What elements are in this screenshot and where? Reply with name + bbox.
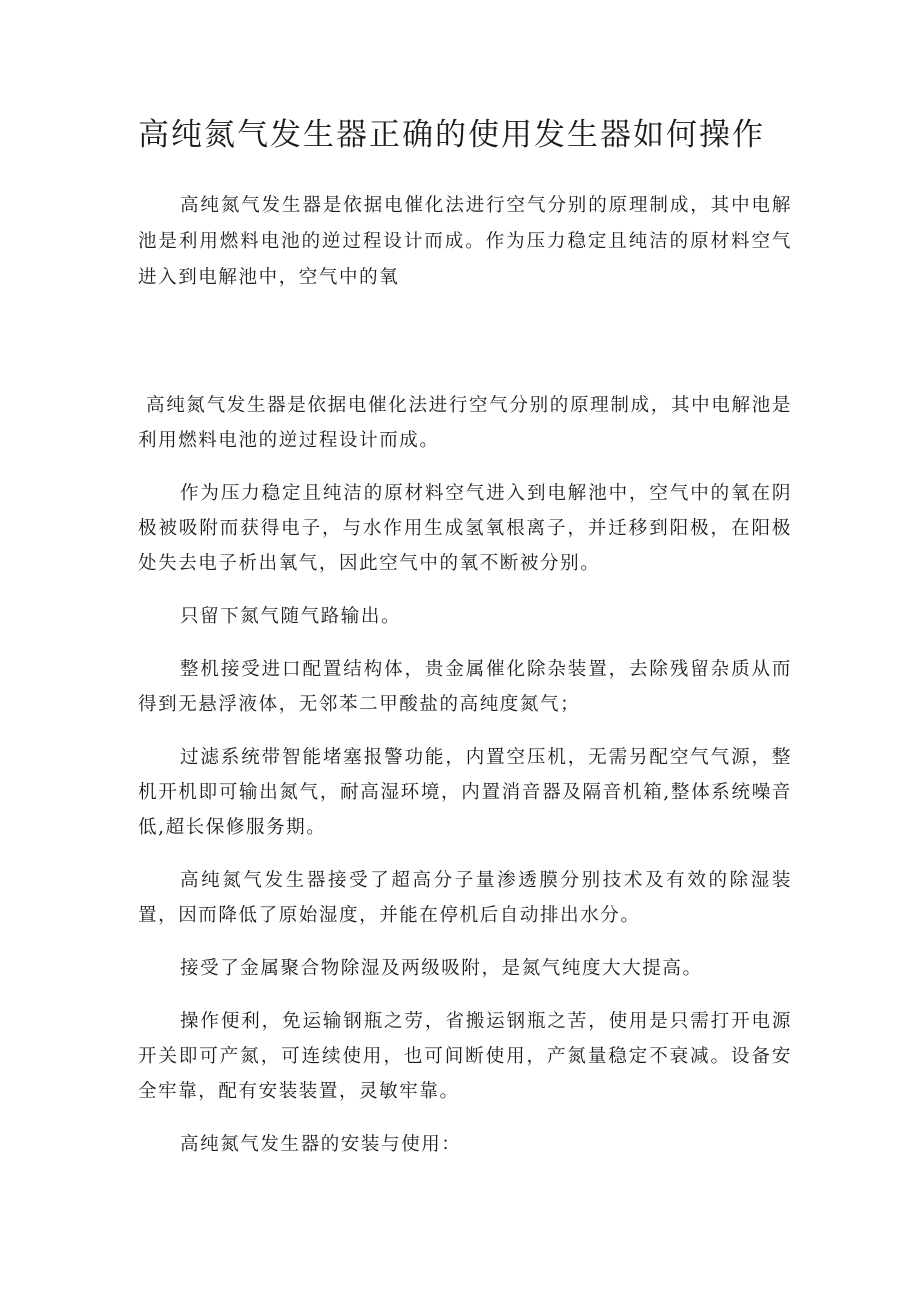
paragraph: 高纯氮气发生器接受了超高分子量渗透膜分别技术及有效的除湿装置，因而降低了原始湿度，并能在停机后自动排出水分。: [138, 870, 792, 926]
document-title: 高纯氮气发生器正确的使用发生器如何操作: [138, 117, 765, 153]
paragraph: 高纯氮气发生器的安装与使用：: [180, 1134, 462, 1155]
document-summary: 高纯氮气发生器是依据电催化法进行空气分别的原理制成，其中电解池是利用燃料电池的逆过程设计而成。作为压力稳定且纯洁的原材料空气进入到电解池中，空气中的氧: [138, 195, 792, 288]
paragraph: 接受了金属聚合物除湿及两级吸附，是氮气纯度大大提高。: [180, 958, 703, 979]
paragraph: 过滤系统带智能堵塞报警功能，内置空压机，无需另配空气气源，整机开机即可输出氮气，耐高湿环境，内置消音器及隔音机箱,整体系统噪音低,超长保修服务期。: [138, 747, 792, 838]
paragraph: 整机接受进口配置结构体，贵金属催化除杂装置，去除残留杂质从而得到无悬浮液体，无邻苯二甲酸盐的高纯度氮气；: [138, 659, 792, 715]
paragraph: 只留下氮气随气路输出。: [180, 606, 402, 627]
paragraph: 高纯氮气发生器是依据电催化法进行空气分别的原理制成，其中电解池是利用燃料电池的逆过程设计而成。: [138, 395, 792, 451]
paragraph: 操作便利，免运输钢瓶之劳，省搬运钢瓶之苦，使用是只需打开电源开关即可产氮，可连续使用，也可间断使用，产氮量稳定不衰减。设备安全牢靠，配有安装装置，灵敏牢靠。: [138, 1011, 792, 1102]
paragraph: 作为压力稳定且纯洁的原材料空气进入到电解池中，空气中的氧在阴极被吸附而获得电子，与水作用生成氢氧根离子，并迁移到阳极，在阳极处失去电子析出氧气，因此空气中的氧不断被分别。: [138, 483, 792, 574]
document-body: [138, 388, 792, 1180]
